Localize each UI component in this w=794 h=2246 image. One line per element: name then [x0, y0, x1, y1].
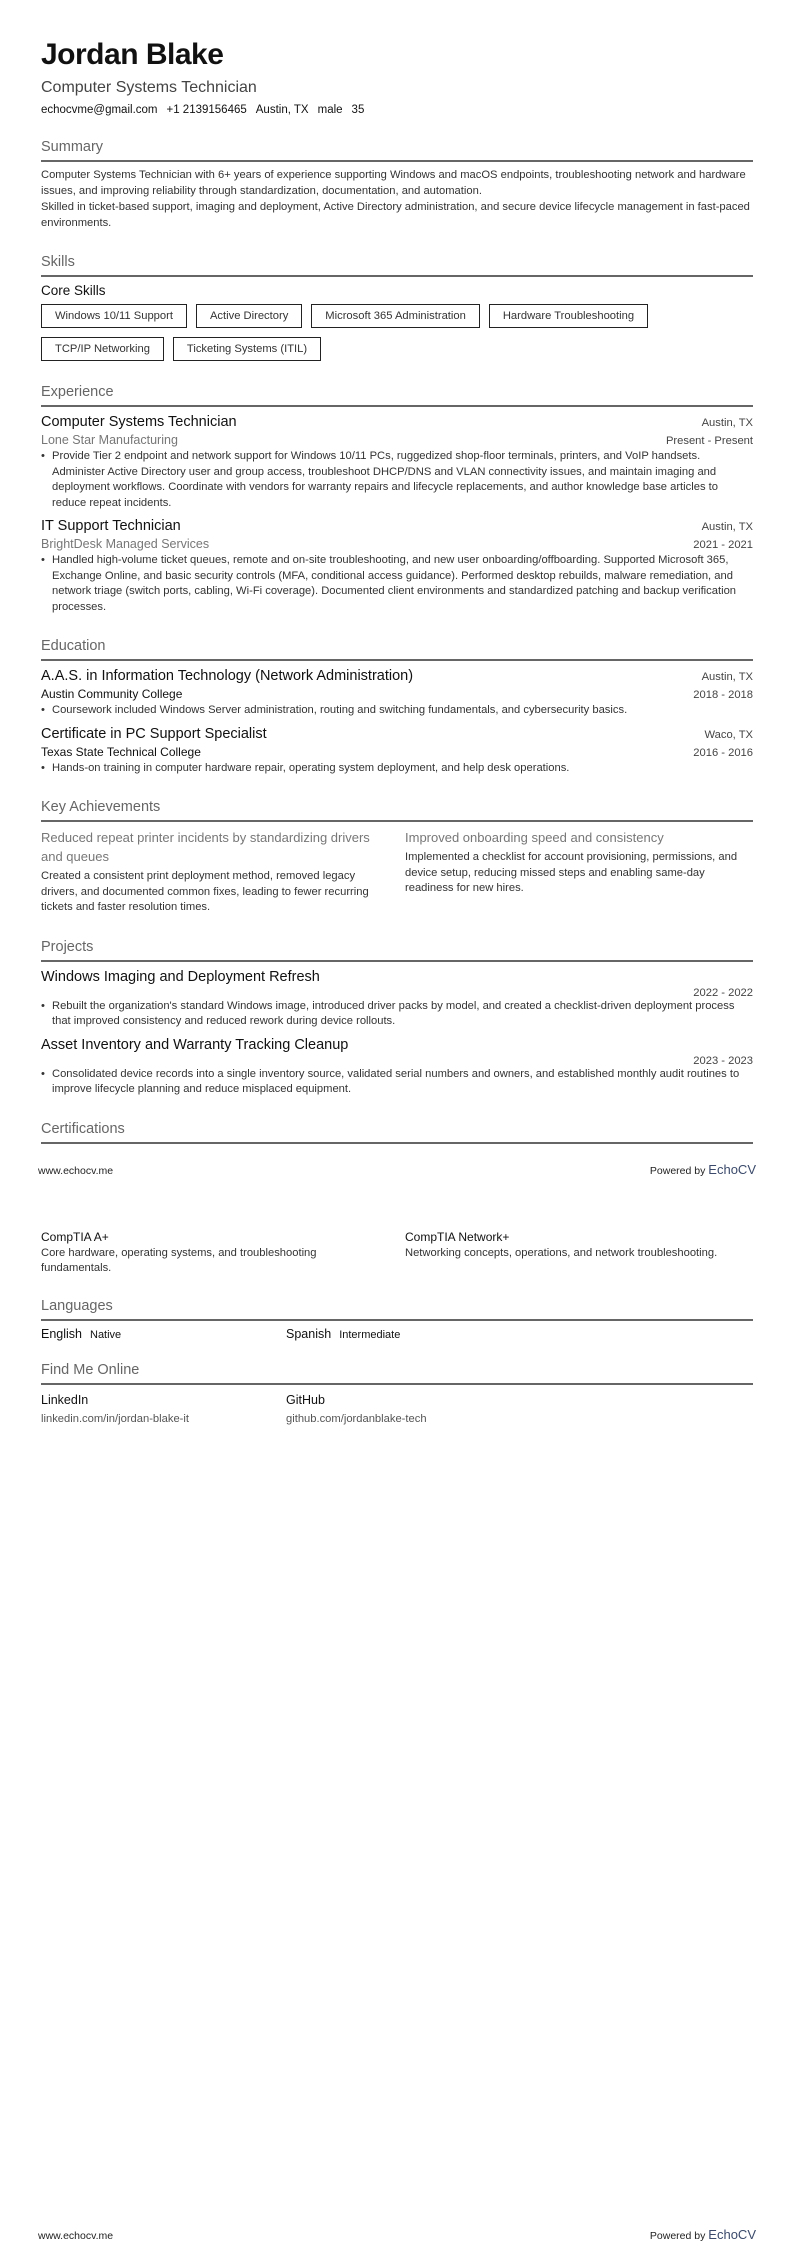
footer-site-link[interactable]: www.echocv.me: [38, 1164, 114, 1177]
skill-tag: Microsoft 365 Administration: [311, 304, 480, 328]
phone: +1 2139156465: [166, 104, 247, 116]
certification: [41, 1229, 389, 1277]
degree: Certificate in PC Support Specialist: [41, 725, 267, 742]
language-name: Spanish: [286, 1326, 332, 1341]
certification-text: Networking concepts, operations, and network troubleshooting.: [405, 1246, 718, 1259]
divider: [41, 659, 753, 661]
divider: [41, 160, 753, 162]
project-title: Windows Imaging and Deployment Refresh: [41, 968, 320, 985]
skill-group-title: Core Skills: [41, 283, 106, 298]
page-footer: [38, 1162, 756, 1177]
education-entry: [41, 667, 753, 719]
education-bullet: • Coursework included Windows Server administration, routing and switching fundamentals, and cybersecurity basics.: [52, 703, 753, 719]
project-title: Asset Inventory and Warranty Tracking Cleanup: [41, 1036, 349, 1053]
school-location: Waco, TX: [704, 728, 753, 741]
language-name: English: [41, 1326, 82, 1341]
education-section: [41, 637, 753, 776]
education-dates: 2018 - 2018: [693, 689, 753, 701]
page-footer: [38, 2227, 756, 2242]
profile-link: [41, 1391, 286, 1425]
certification-name: CompTIA A+: [41, 1229, 109, 1244]
skill-tag: TCP/IP Networking: [41, 337, 164, 361]
achievement-text: Created a consistent print deployment method, removed legacy drivers, and documented common fixes, leading to fewer recurring tickets and faster resolution times.: [41, 870, 369, 913]
achievement: [405, 828, 753, 916]
projects-section: [41, 938, 753, 1098]
company: BrightDesk Managed Services: [41, 537, 210, 551]
project-bullet: • Consolidated device records into a single inventory source, validated serial numbers and owners, and established monthly audit routines to improve lifecycle planning and reduce misplaced equipment.: [52, 1067, 753, 1098]
email: echocvme@gmail.com: [41, 104, 158, 116]
echocv-logo[interactable]: EchoCV: [708, 2227, 756, 2242]
summary-section: [41, 138, 753, 231]
achievement-text: Implemented a checklist for account provisioning, permissions, and device setup, reducing missed steps and enabling same-day readiness for new hires.: [405, 851, 738, 894]
online-section: [41, 1361, 753, 1425]
certifications-section: [41, 1120, 753, 1144]
experience-entry: [41, 517, 753, 615]
contact-info: [41, 104, 753, 116]
experience-entry: [41, 413, 753, 511]
divider: [41, 405, 753, 407]
certification-text: Core hardware, operating systems, and troubleshooting fundamentals.: [41, 1246, 317, 1274]
skills-section: [41, 253, 753, 361]
divider: [41, 1319, 753, 1321]
footer-site-link[interactable]: www.echocv.me: [38, 2230, 114, 2242]
company: Lone Star Manufacturing: [41, 433, 178, 447]
project-entry: [41, 968, 753, 1030]
achievement-title: Reduced repeat printer incidents by standardizing drivers and queues: [41, 830, 370, 864]
divider: [41, 820, 753, 822]
role-bullet: • Handled high-volume ticket queues, remote and on-site troubleshooting, and new user onboarding/offboarding. Supported Microsoft 365, Exchange Online, and basic security controls (MFA, conditional access guidance). Performed desktop rebuilds, malware remediation, and network triage (switch ports, cabling, Wi-Fi coverage). Documented client environments and standardized patching and backup verification processes.: [52, 553, 753, 615]
language-level: Intermediate: [339, 1328, 401, 1341]
divider: [41, 1383, 753, 1385]
divider: [41, 960, 753, 962]
skill-tag: Hardware Troubleshooting: [489, 304, 648, 328]
gender: male: [317, 104, 343, 116]
section-title: Skills: [41, 254, 75, 270]
section-title: Find Me Online: [41, 1361, 140, 1378]
job-title: Computer Systems Technician: [41, 79, 257, 96]
section-title: Certifications: [41, 1120, 125, 1137]
school-location: Austin, TX: [701, 671, 753, 683]
project-bullet: • Rebuilt the organization's standard Windows image, introduced driver packs by model, and created a checklist-driven deployment process that improved consistency and reduced rework during device rollouts.: [52, 999, 753, 1030]
echocv-logo[interactable]: EchoCV: [708, 1161, 756, 1177]
role-dates: Present - Present: [665, 435, 753, 447]
language-level: Native: [90, 1328, 122, 1341]
age: 35: [351, 104, 365, 116]
degree: A.A.S. in Information Technology (Network Administration): [41, 668, 414, 684]
profile-name: LinkedIn: [41, 1392, 89, 1407]
achievements-section: [41, 798, 753, 916]
section-title: Projects: [41, 938, 94, 955]
certifications-list: [41, 1229, 753, 1277]
powered-by: Powered by: [649, 1164, 706, 1177]
summary-text: Skilled in ticket-based support, imaging and deployment, Active Directory administration, and secure device lifecycle management in fast-paced environments.: [41, 201, 750, 229]
project-entry: [41, 1036, 753, 1098]
profile-url[interactable]: linkedin.com/in/jordan-blake-it: [41, 1412, 189, 1425]
candidate-name: Jordan Blake: [41, 38, 224, 71]
achievement: [41, 828, 389, 916]
role-bullet: • Provide Tier 2 endpoint and network support for Windows 10/11 PCs, ruggedized shop-floor terminals, printers, and VoIP handsets. Administer Active Directory user and group access, troubleshoot DHCP/DNS and VLAN connectivity issues, and maintain imaging and deployment workflows. Coordinate with vendors for warranty repairs and lifecycle replacements, and author knowledge base articles to reduce repeat incidents.: [52, 449, 753, 511]
section-title: Education: [41, 638, 106, 654]
resume-content: [38, 38, 756, 1425]
section-title: Experience: [41, 384, 114, 400]
role-title: Computer Systems Technician: [41, 414, 237, 430]
education-bullet: • Hands-on training in computer hardware repair, operating system deployment, and help desk operations.: [52, 761, 753, 777]
language: [286, 1327, 531, 1341]
divider: [41, 1142, 753, 1144]
location: Austin, TX: [255, 104, 309, 116]
experience-section: [41, 383, 753, 615]
school: Texas State Technical College: [41, 744, 201, 759]
achievement-title: Improved onboarding speed and consistency: [405, 830, 664, 845]
skill-tag: Windows 10/11 Support: [41, 304, 187, 328]
summary-text: Computer Systems Technician with 6+ years of experience supporting Windows and macOS endpoints, troubleshooting network and hardware issues, and improving reliability through standardization, documentation, and automation.: [41, 169, 746, 197]
language: [41, 1327, 286, 1341]
education-dates: 2016 - 2016: [693, 746, 753, 759]
role-title: IT Support Technician: [41, 518, 181, 534]
role-location: Austin, TX: [701, 417, 753, 429]
profile-name: GitHub: [286, 1392, 325, 1407]
role-dates: 2021 - 2021: [693, 539, 753, 551]
school: Austin Community College: [41, 687, 183, 701]
skill-tag: Ticketing Systems (ITIL): [173, 337, 321, 361]
education-entry: [41, 725, 753, 777]
profile-link: [286, 1391, 531, 1425]
certification-name: CompTIA Network+: [405, 1229, 510, 1244]
certification: [405, 1229, 753, 1277]
section-title: Summary: [41, 139, 104, 155]
section-title: Key Achievements: [41, 799, 161, 815]
powered-by: Powered by: [649, 2230, 706, 2242]
profile-url[interactable]: github.com/jordanblake-tech: [286, 1412, 427, 1425]
role-location: Austin, TX: [701, 521, 753, 533]
divider: [41, 275, 753, 277]
section-title: Languages: [41, 1297, 113, 1314]
project-dates: 2023 - 2023: [693, 1054, 753, 1067]
project-dates: 2022 - 2022: [693, 986, 753, 999]
languages-section: [41, 1297, 753, 1341]
skill-tag: Active Directory: [196, 304, 302, 328]
